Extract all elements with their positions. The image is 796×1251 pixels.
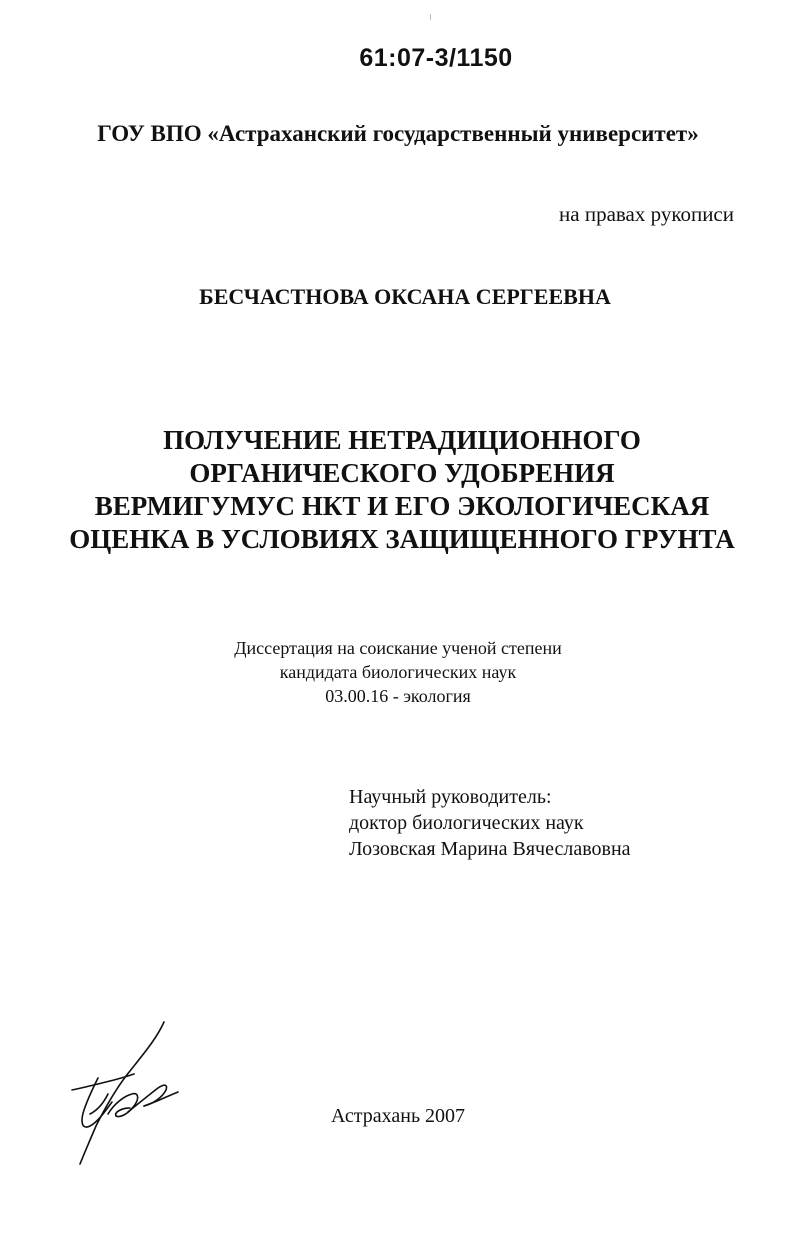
specialty-code: 03.00.16 - экология bbox=[325, 686, 471, 706]
library-call-number: 61:07-3/1150 bbox=[359, 44, 513, 72]
institution-name: ГОУ ВПО «Астраханский государственный университет» bbox=[97, 121, 699, 146]
title-line: ОРГАНИЧЕСКОГО УДОБРЕНИЯ bbox=[189, 458, 615, 488]
title-line: ПОЛУЧЕНИЕ НЕТРАДИЦИОННОГО bbox=[163, 425, 641, 455]
author-name: БЕСЧАСТНОВА ОКСАНА СЕРГЕЕВНА bbox=[199, 284, 611, 309]
degree-line: Диссертация на соискание ученой степени bbox=[234, 638, 562, 658]
degree-statement bbox=[0, 636, 796, 708]
dissertation-title bbox=[0, 424, 796, 556]
degree-line: кандидата биологических наук bbox=[279, 662, 517, 682]
title-line: ОЦЕНКА В УСЛОВИЯХ ЗАЩИЩЕННОГО ГРУНТА bbox=[69, 524, 735, 554]
city-and-year: Астрахань 2007 bbox=[330, 1105, 466, 1127]
rights-note: на правах рукописи bbox=[559, 202, 734, 226]
supervisor-heading: Научный руководитель: bbox=[349, 786, 552, 808]
supervisor-name: Лозовская Марина Вячеславовна bbox=[349, 838, 631, 860]
title-line: ВЕРМИГУМУС НКТ И ЕГО ЭКОЛОГИЧЕСКАЯ bbox=[94, 491, 710, 521]
supervisor-block bbox=[349, 784, 631, 862]
supervisor-degree: доктор биологических наук bbox=[349, 812, 584, 834]
scan-mark bbox=[430, 14, 431, 20]
handwritten-signature bbox=[68, 1018, 188, 1168]
